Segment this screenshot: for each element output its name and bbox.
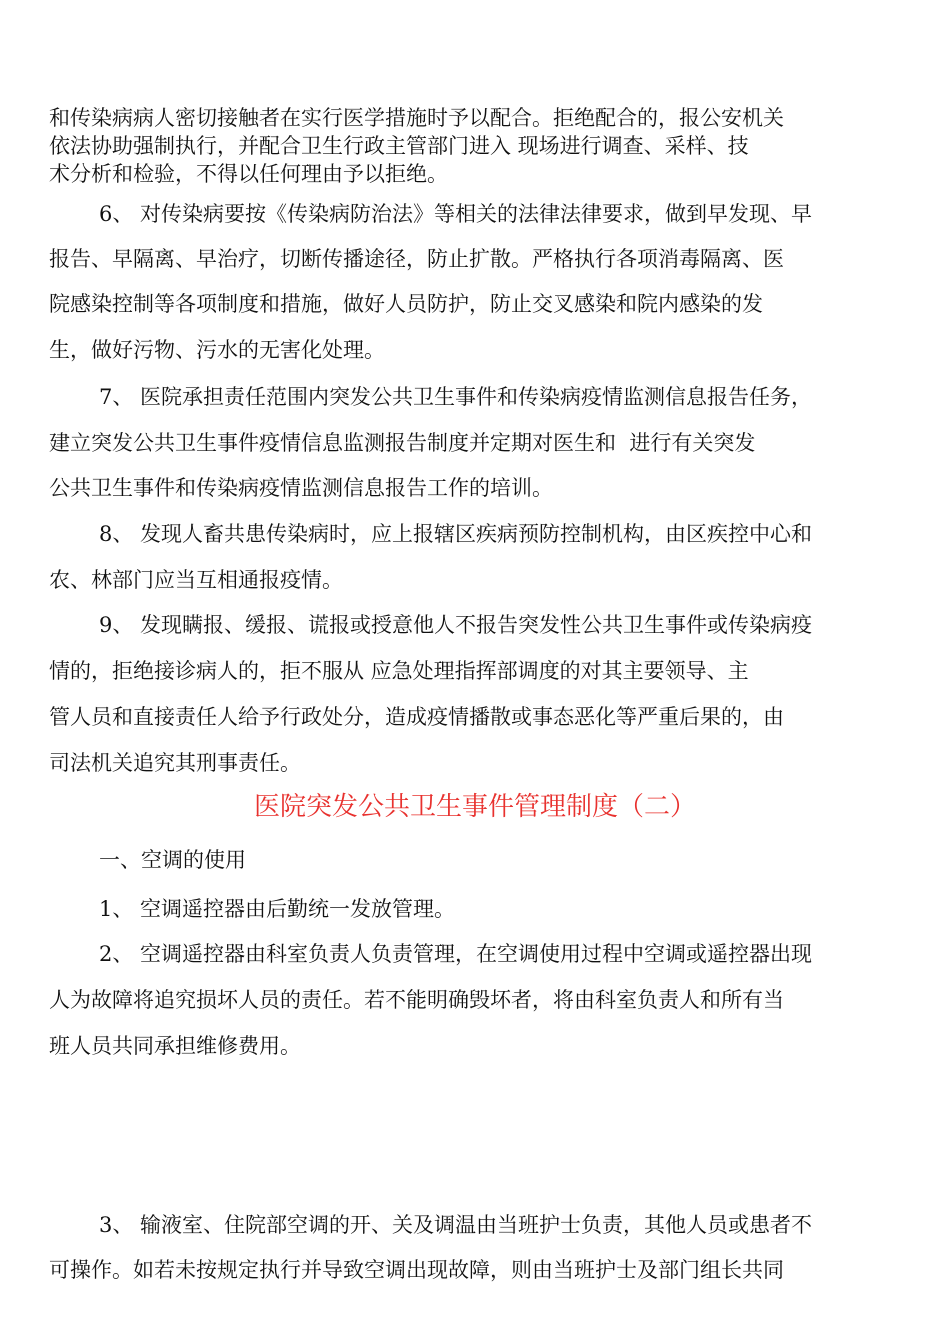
section-title: 医院突发公共卫生事件管理制度（二） — [253, 792, 696, 822]
paragraph-line: 报告、早隔离、早治疗，切断传播途径，防止扩散。严格执行各项消毒隔离、医 — [49, 247, 784, 271]
paragraph-line: 术分析和检验，不得以任何理由予以拒绝。 — [49, 162, 448, 186]
paragraph-line: 7、 医院承担责任范围内突发公共卫生事件和传染病疫情监测信息报告任务， — [99, 385, 813, 409]
paragraph-line: 公共卫生事件和传染病疫情监测信息报告工作的培训。 — [49, 476, 553, 500]
paragraph-line: 人为故障将追究损坏人员的责任。若不能明确毁坏者，将由科室负责人和所有当 — [49, 988, 784, 1012]
paragraph-line: 3、 输液室、住院部空调的开、关及调温由当班护士负责，其他人员或患者不 — [99, 1213, 813, 1237]
paragraph-line: 管人员和直接责任人给予行政处分，造成疫情播散或事态恶化等严重后果的，由 — [49, 705, 784, 729]
paragraph-line: 1、 空调遥控器由后勤统一发放管理。 — [99, 897, 456, 921]
paragraph-line: 2、 空调遥控器由科室负责人负责管理，在空调使用过程中空调或遥控器出现 — [99, 942, 813, 966]
paragraph-line: 可操作。如若未按规定执行并导致空调出现故障，则由当班护士及部门组长共同 — [49, 1258, 784, 1282]
paragraph-line: 和传染病病人密切接触者在实行医学措施时予以配合。拒绝配合的，报公安机关 — [49, 106, 784, 130]
paragraph-line: 9、 发现瞒报、缓报、谎报或授意他人不报告突发性公共卫生事件或传染病疫 — [99, 613, 813, 637]
paragraph-line: 班人员共同承担维修费用。 — [49, 1034, 301, 1058]
paragraph-line: 生，做好污物、污水的无害化处理。 — [49, 338, 385, 362]
paragraph-line: 情的，拒绝接诊病人的，拒不服从 应急处理指挥部调度的对其主要领导、主 — [49, 659, 749, 683]
paragraph-line: 农、林部门应当互相通报疫情。 — [49, 568, 343, 592]
paragraph-line: 6、 对传染病要按《传染病防治法》等相关的法律法律要求，做到早发现、早 — [99, 202, 813, 226]
section-heading: 一、空调的使用 — [99, 848, 246, 872]
paragraph-line: 依法协助强制执行，并配合卫生行政主管部门进入 现场进行调查、采样、技 — [49, 134, 749, 158]
paragraph-line: 建立突发公共卫生事件疫情信息监测报告制度并定期对医生和 进行有关突发 — [49, 431, 756, 455]
paragraph-line: 司法机关追究其刑事责任。 — [49, 751, 301, 775]
paragraph-line: 院感染控制等各项制度和措施，做好人员防护，防止交叉感染和院内感染的发 — [49, 292, 763, 316]
paragraph-line: 8、 发现人畜共患传染病时，应上报辖区疾病预防控制机构，由区疾控中心和 — [99, 522, 813, 546]
